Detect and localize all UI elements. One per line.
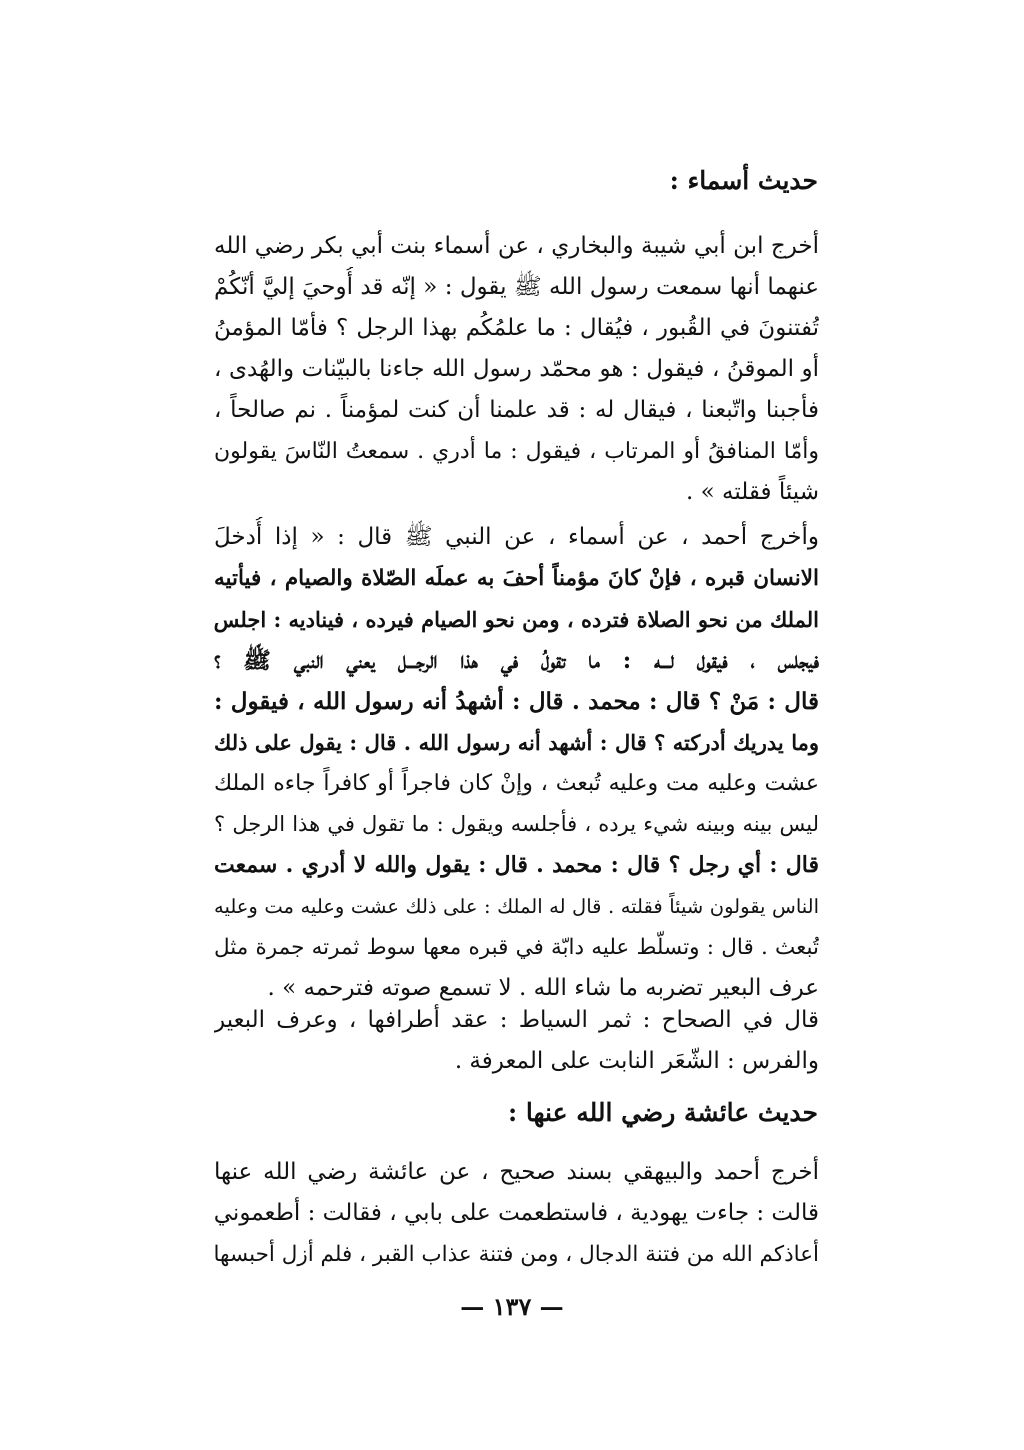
- text-line: أخرج ابن أبي شيبة والبخاري ، عن أسماء بنت أبي بكر رضي الله: [214, 233, 819, 259]
- text-line: الناس يقولون شيئاً فقلته . قال له الملك : على ذلك عشت وعليه مت وعليه: [214, 895, 819, 918]
- paragraph-sihah-note: [214, 1000, 819, 1082]
- page-number: — ١٣٧ —: [460, 1292, 564, 1321]
- paragraph-asma-bukhari: [214, 226, 819, 513]
- text-line: الانسان قبره ، فإنْ كانَ مؤمناً أحفَ به عملَه الصّلاة والصيام ، فيأتيه: [214, 566, 819, 591]
- text-line: أو الموقنُ ، فيقول : هو محمّد رسول الله جاءنا بالبيّنات والهُدى ،: [214, 356, 819, 382]
- paragraph-aisha: [214, 1152, 819, 1275]
- text-line: عنهما أنها سمعت رسول الله ﷺ يقول : « إنّه قد أُوحيَ إليَّ أنّكُمْ: [214, 274, 819, 300]
- text-line: عرف البعير تضربه ما شاء الله . لا تسمع صوته فترحمه » .: [267, 975, 819, 1001]
- text-line: فيجلس ، فيقول لـــه : ما تقولُ في هذا الرجـــل يعني النبي ﷺ ؟: [214, 647, 819, 674]
- text-line: تُفتنونَ في القُبور ، فيُقال : ما علمُكُم بهذا الرجل ؟ فأمّا المؤمنُ: [214, 315, 819, 341]
- text-line: ليس بينه وبينه شيء يرده ، فأجلسه ويقول : ما تقول في هذا الرجل ؟: [214, 812, 819, 836]
- text-line: أخرج أحمد والبيهقي بسند صحيح ، عن عائشة رضي الله عنها: [214, 1159, 819, 1185]
- text-line: الملك من نحو الصلاة فترده ، ومن نحو الصيام فيرده ، فيناديه : اجلس: [214, 607, 819, 632]
- heading-aisha: حديث عائشة رضي الله عنها :: [507, 1098, 818, 1127]
- text-line: تُبعث . قال : وتسلّط عليه دابّة في قبره معها سوط ثمرته جمرة مثل: [214, 935, 819, 960]
- text-line: قالت : جاءت يهودية ، فاستطعمت على بابي ، فقالت : أطعموني: [214, 1200, 819, 1226]
- heading-asma: حديث أسماء :: [669, 166, 818, 195]
- text-line: عشت وعليه مت وعليه تُبعث ، وإنْ كان فاجراً أو كافراً جاءه الملك: [214, 771, 819, 796]
- text-line: قال : أي رجل ؟ قال : محمد . قال : يقول والله لا أدري . سمعت: [214, 852, 819, 878]
- text-line: فأجبنا واتّبعنا ، فيقال له : قد علمنا أن كنت لمؤمناً . نم صالحاً ،: [214, 397, 819, 423]
- text-line: وما يدريك أدركته ؟ قال : أشهد أنه رسول الله . قال : يقول على ذلك: [214, 730, 819, 755]
- text-line: قال : مَنْ ؟ قال : محمد . قال : أشهدُ أنه رسول الله ، فيقول :: [214, 688, 819, 715]
- paragraph-asma-ahmad: [214, 517, 819, 1009]
- text-line: شيئاً فقلته » .: [686, 479, 819, 505]
- text-line: والفرس : الشّعَر النابت على المعرفة .: [454, 1048, 819, 1074]
- text-line: وأخرج أحمد ، عن أسماء ، عن النبي ﷺ قال : « إذا أُدخلَ: [214, 524, 819, 550]
- text-line: أعاذكم الله من فتنة الدجال ، ومن فتنة عذاب القبر ، فلم أزل أحبسها: [214, 1242, 819, 1267]
- text-line: قال في الصحاح : ثمر السياط : عقد أطرافها ، وعرف البعير: [214, 1007, 819, 1033]
- text-line: وأمّا المنافقُ أو المرتاب ، فيقول : ما أدري . سمعتُ النّاسَ يقولون: [214, 439, 819, 464]
